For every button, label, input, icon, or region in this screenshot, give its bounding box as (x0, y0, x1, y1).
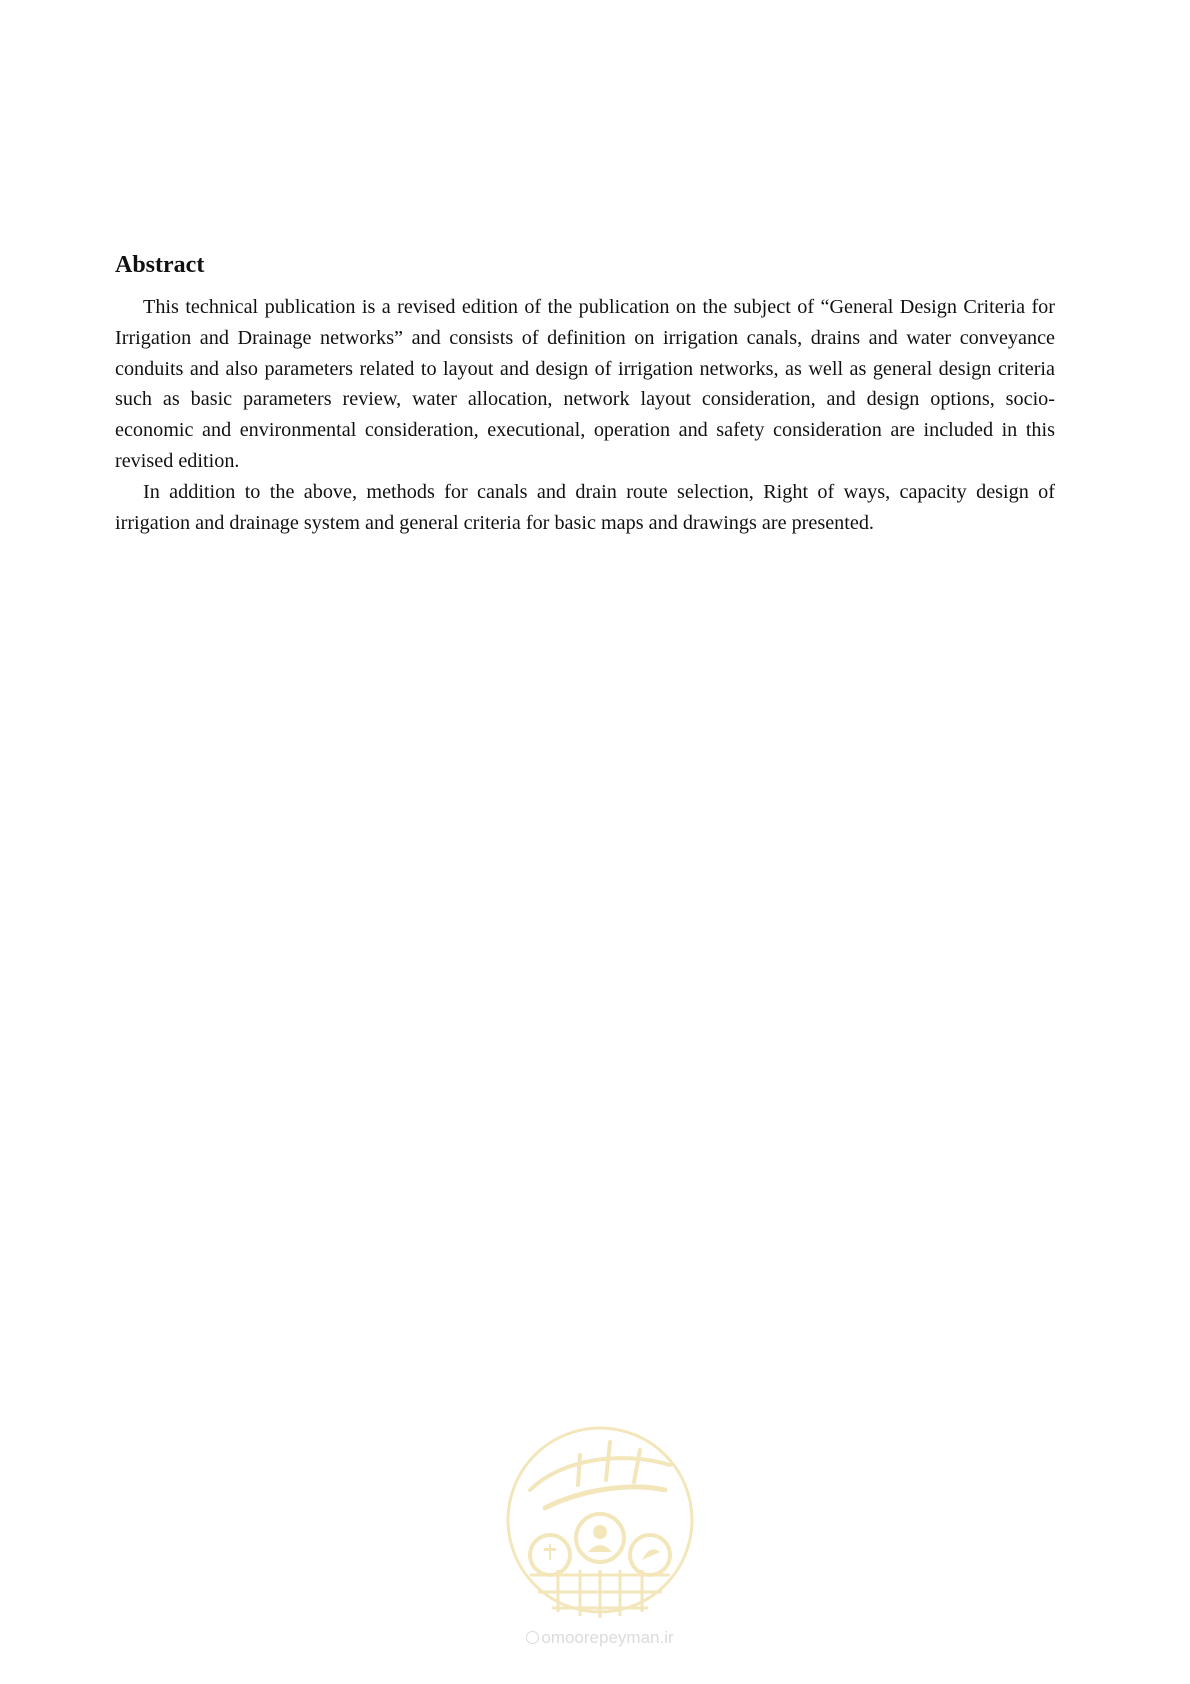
abstract-paragraph-1: This technical publication is a revised edition of the publication on the subject of “General Design Criteria for Irrigation and Drainage networks” and consists of definition on irrigation canals, drains and water conveyance conduits and also parameters related to layout and design of irrigation networks, as well as general design criteria such as basic parameters review, water allocation, network layout consideration, and design options, socio-economic and environmental consideration, executional, operation and safety consideration are included in this revised edition. (115, 296, 1055, 472)
abstract-paragraph-2: In addition to the above, methods for canals and drain route selection, Right of ways, capacity design of irrigation and drainage system and general criteria for basic maps and drawings are presented. (115, 480, 1055, 534)
watermark-logo (500, 1420, 700, 1620)
abstract-section (115, 250, 1055, 538)
watermark (500, 1420, 700, 1670)
watermark-url (500, 1628, 700, 1648)
globe-icon (526, 1631, 539, 1644)
watermark-url-text: omoorepeyman.ir (541, 1628, 674, 1647)
abstract-heading: Abstract (115, 252, 205, 278)
